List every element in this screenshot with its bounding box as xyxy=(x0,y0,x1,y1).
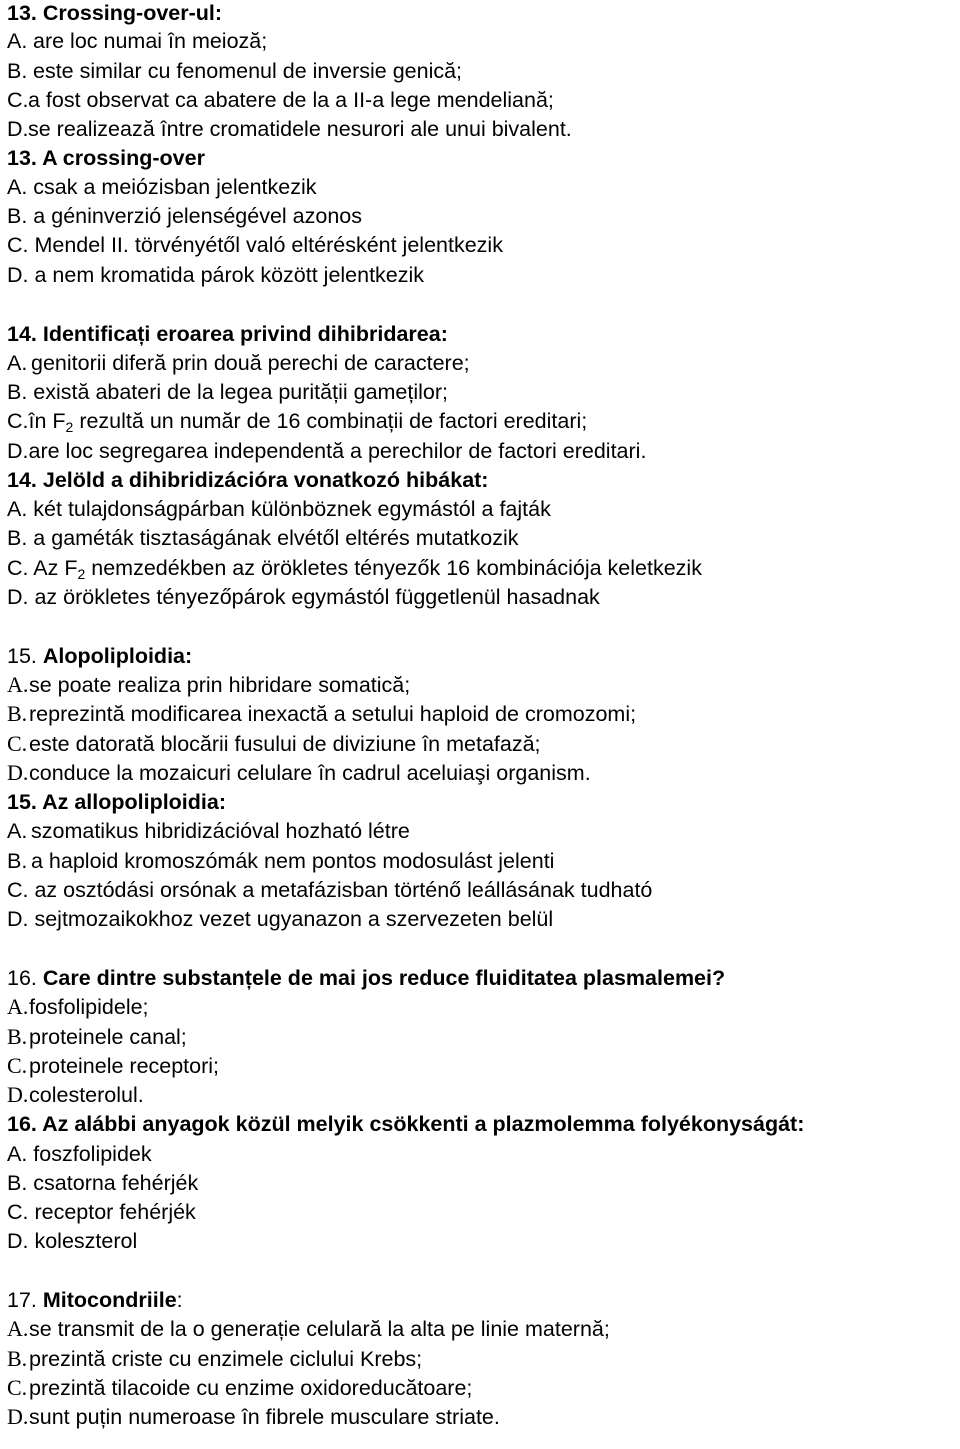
option-a: A. két tulajdonságpárban különböznek egymástól a fajták xyxy=(7,497,551,521)
option-b: B. csatorna fehérjék xyxy=(7,1171,199,1195)
option-d: D.colesterolul. xyxy=(7,1082,144,1107)
option-c: C. receptor fehérjék xyxy=(7,1200,196,1224)
question-15-hu-title: 15. Az allopoliploidia: xyxy=(7,790,226,814)
option-d: D. az örökletes tényezőpárok egymástól függetlenül hasadnak xyxy=(7,585,600,609)
option-c: C.a fost observat ca abatere de la a II-a lege mendeliană; xyxy=(7,88,554,112)
question-14-hu-title: 14. Jelöld a dihibridizációra vonatkozó hibákat: xyxy=(7,468,489,492)
option-b: B. a gaméták tisztaságának elvétől eltérés mutatkozik xyxy=(7,526,519,550)
question-13-hu-title: 13. A crossing-over xyxy=(7,146,205,170)
option-d: D.se realizează între cromatidele nesurori ale unui bivalent. xyxy=(7,117,572,141)
option-c: C.este datorată blocării fusului de diviziune în metafază; xyxy=(7,731,541,756)
option-a: A. csak a meiózisban jelentkezik xyxy=(7,175,317,199)
option-d: D. a nem kromatida párok között jelentkezik xyxy=(7,263,425,287)
option-a: A.se transmit de la o generație celulară la alta pe linie maternă; xyxy=(7,1316,610,1341)
option-c: C. Mendel II. törvényétől való eltérésként jelentkezik xyxy=(7,233,503,257)
option-a: A. genitorii diferă prin două perechi de caractere; xyxy=(7,351,470,375)
option-d: D.are loc segregarea independentă a perechilor de factori ereditari. xyxy=(7,439,647,463)
option-a: A. szomatikus hibridizációval hozható létre xyxy=(7,819,410,843)
option-a: A. are loc numai în meioză; xyxy=(7,29,268,53)
question-16-hu-title: 16. Az alábbi anyagok közül melyik csökkenti a plazmolemma folyékonyságát: xyxy=(7,1112,805,1136)
option-b: B.reprezintă modificarea inexactă a setului haploid de cromozomi; xyxy=(7,701,637,726)
question-15-ro-title: 15. Alopoliploidia: xyxy=(7,644,193,668)
option-a: A. foszfolipidek xyxy=(7,1142,152,1166)
option-d: D.conduce la mozaicuri celulare în cadrul aceluiaşi organism. xyxy=(7,760,591,785)
question-17-ro-title: 17. Mitocondriile: xyxy=(7,1288,183,1312)
option-b: B. există abateri de la legea purității gameților; xyxy=(7,380,449,404)
question-16-ro-title: 16. Care dintre substanțele de mai jos reduce fluiditatea plasmalemei? xyxy=(7,966,726,990)
option-b: B. este similar cu fenomenul de inversie genică; xyxy=(7,59,463,83)
option-c: C.prezintă tilacoide cu enzime oxidoreducătoare; xyxy=(7,1375,473,1400)
question-14-ro-title: 14. Identificați eroarea privind dihibridarea: xyxy=(7,322,448,346)
option-c: C. Az $F_2$ nemzedékben az örökletes tényezők 16 kombinációja keletkezik xyxy=(7,556,702,582)
option-c: C.în $F_2$ rezultă un număr de 16 combinații de factori ereditari; xyxy=(7,409,588,435)
option-b: B.prezintă criste cu enzimele ciclului Krebs; xyxy=(7,1346,423,1371)
option-b: B. a géninverzió jelenségével azonos xyxy=(7,204,362,228)
option-c: C.proteinele receptori; xyxy=(7,1053,220,1078)
option-d: D. sejtmozaikokhoz vezet ugyanazon a szervezeten belül xyxy=(7,907,554,931)
question-13-ro-title: 13. Crossing-over-ul: xyxy=(7,1,223,25)
option-d: D. koleszterol xyxy=(7,1229,138,1253)
option-b: B.proteinele canal; xyxy=(7,1024,187,1049)
option-b: B. a haploid kromoszómák nem pontos modosulást jelenti xyxy=(7,849,555,873)
option-a: A.se poate realiza prin hibridare somatică; xyxy=(7,672,411,697)
option-a: A.fosfolipidele; xyxy=(7,994,149,1019)
option-c: C. az osztódási orsónak a metafázisban történő leállásának tudható xyxy=(7,878,653,902)
option-d: D.sunt puțin numeroase în fibrele musculare striate. xyxy=(7,1404,500,1429)
